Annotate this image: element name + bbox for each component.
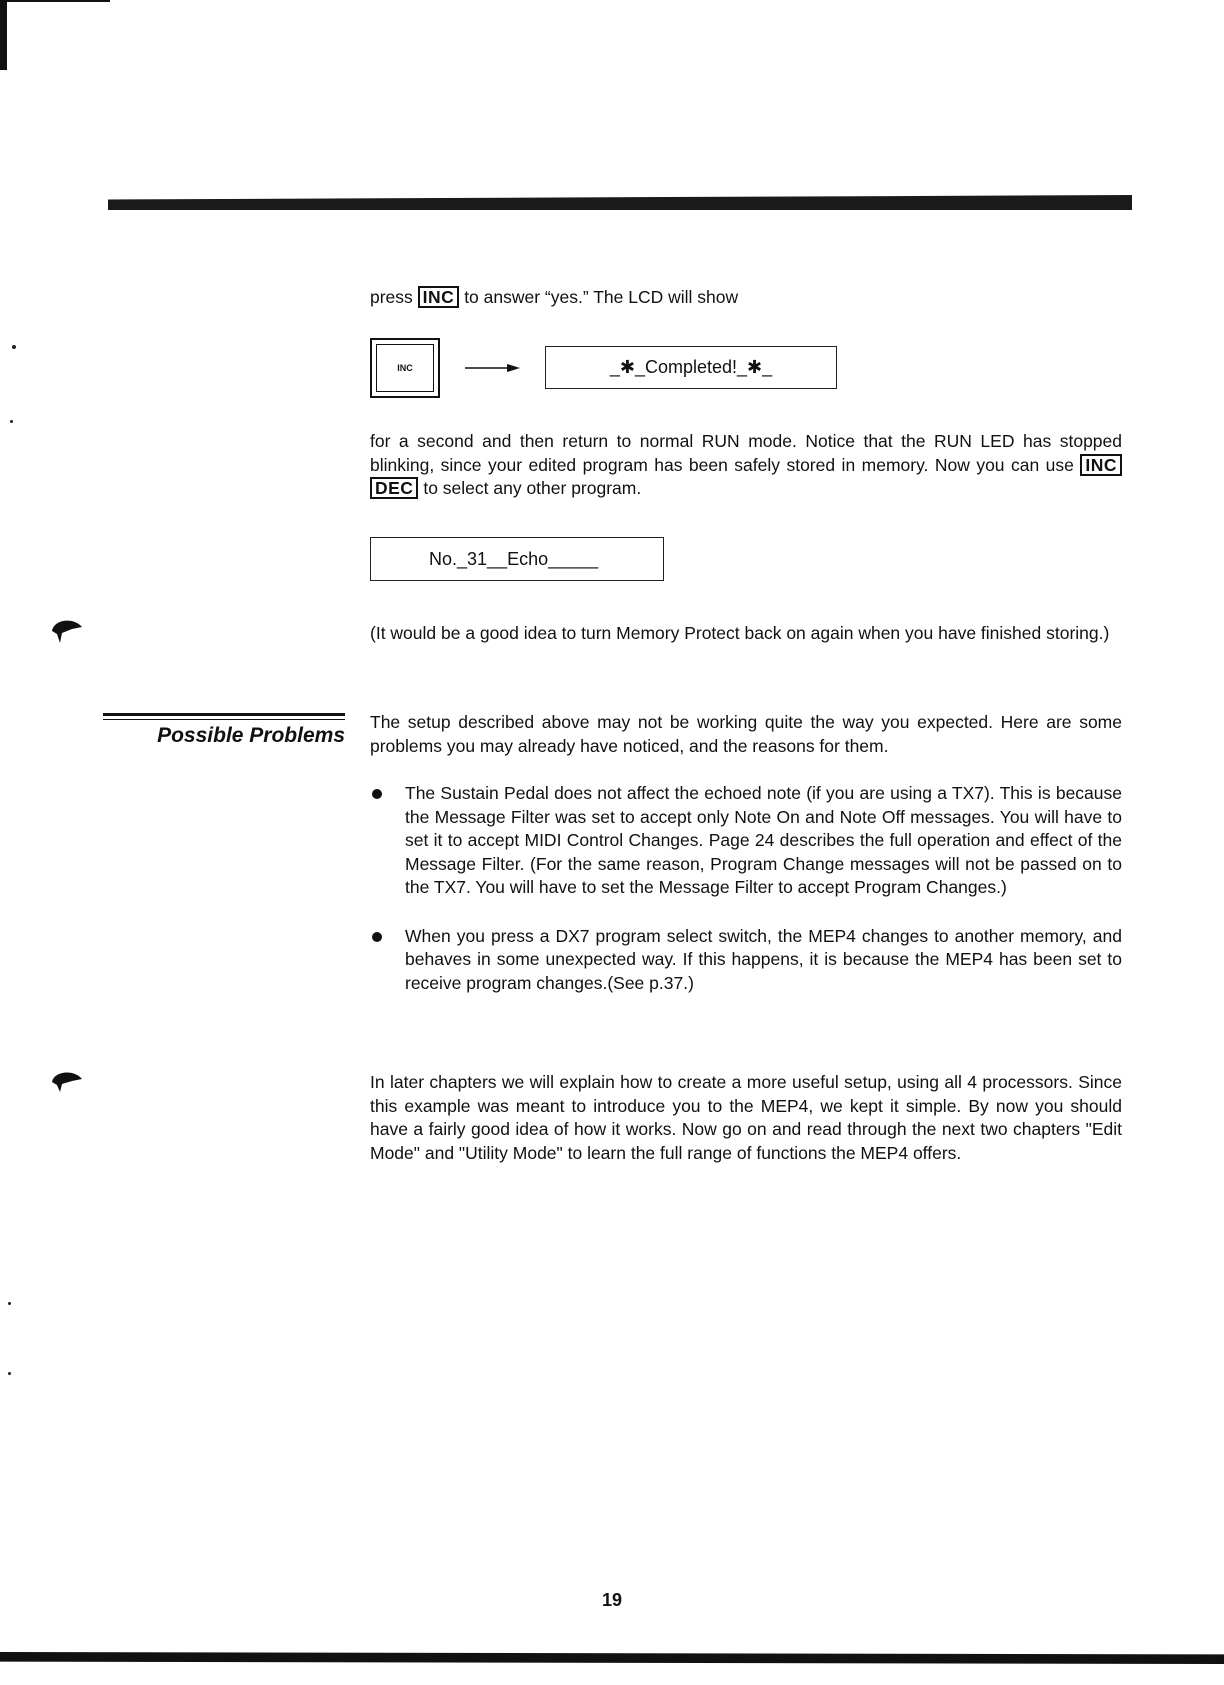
lcd-completed-text: _✱_Completed!_✱_ — [609, 357, 773, 377]
section-intro: The setup described above may not be working quite the way you expected. Here are some problems you may already have noticed, and the reasons for them. — [370, 712, 1122, 756]
section-heading: Possible Problems — [157, 724, 345, 747]
lcd-display-program — [370, 537, 664, 581]
margin-punch-mark — [50, 615, 84, 645]
scan-speck — [12, 345, 16, 349]
intro-after-key: to answer “yes.” The LCD will show — [464, 287, 739, 307]
scan-speck — [8, 1302, 11, 1305]
inc-key-diagram — [370, 338, 440, 398]
bullet-icon — [372, 789, 382, 799]
inc-key-diagram-label: INC — [376, 344, 434, 392]
section-rule — [103, 719, 345, 720]
lcd-display-completed — [545, 346, 837, 389]
run-mode-text: for a second and then return to normal RUN mode. Notice that the RUN LED has stopped blinking, since your edited program has been safely stored in memory. Now you can use — [370, 431, 1122, 475]
page-number: 19 — [601, 1590, 623, 1610]
list-item — [370, 925, 1122, 996]
list-item — [370, 782, 1122, 900]
bullet-icon — [372, 932, 382, 942]
corner-crop-mark — [0, 0, 110, 70]
scan-speck — [10, 420, 13, 423]
closing-paragraph: In later chapters we will explain how to create a more useful setup, using all 4 processors. Since this example was meant to introduce you to the MEP4, we kept it simple. By now you should have a fairly good idea of how it works. Now go on and read through the next two chapters "Edit Mode" and "Utility Mode" to learn the full range of functions the MEP4 offers. — [370, 1072, 1122, 1163]
inc-key-label: INC — [418, 286, 460, 308]
margin-punch-mark — [50, 1068, 84, 1094]
lcd-program-text: No._31__Echo_____ — [429, 548, 599, 569]
right-arrow-icon — [465, 362, 520, 374]
run-mode-after-keys: to select any other program. — [423, 478, 642, 498]
run-mode-paragraph — [370, 430, 1122, 501]
inc-key-inline: INC — [1080, 454, 1122, 476]
footer-rule-bar — [0, 1652, 1224, 1664]
header-rule-bar — [108, 195, 1132, 210]
intro-line — [370, 286, 1122, 310]
problems-list — [370, 782, 1122, 1020]
memory-protect-note: (It would be a good idea to turn Memory Protect back on again when you have finished storing.) — [370, 623, 1110, 643]
intro-before-key: press — [370, 287, 413, 307]
scan-speck — [8, 1372, 11, 1375]
list-item-text: When you press a DX7 program select switch, the MEP4 changes to another memory, and behaves in some unexpected way. If this happens, it is because the MEP4 has been set to receive program changes.(See p.37.) — [405, 925, 1122, 993]
section-rule — [103, 713, 345, 716]
dec-key-inline: DEC — [370, 477, 418, 499]
list-item-text: The Sustain Pedal does not affect the echoed note (if you are using a TX7). This is because the Message Filter was set to accept only Note On and Note Off messages. You will have to set it to accept MIDI Control Changes. Page 24 describes the full operation and effect of the Message Filter. (For the same reason, Program Change messages will not be passed on to the TX7. You will have to set the Message Filter to accept Program Changes.) — [405, 783, 1122, 897]
